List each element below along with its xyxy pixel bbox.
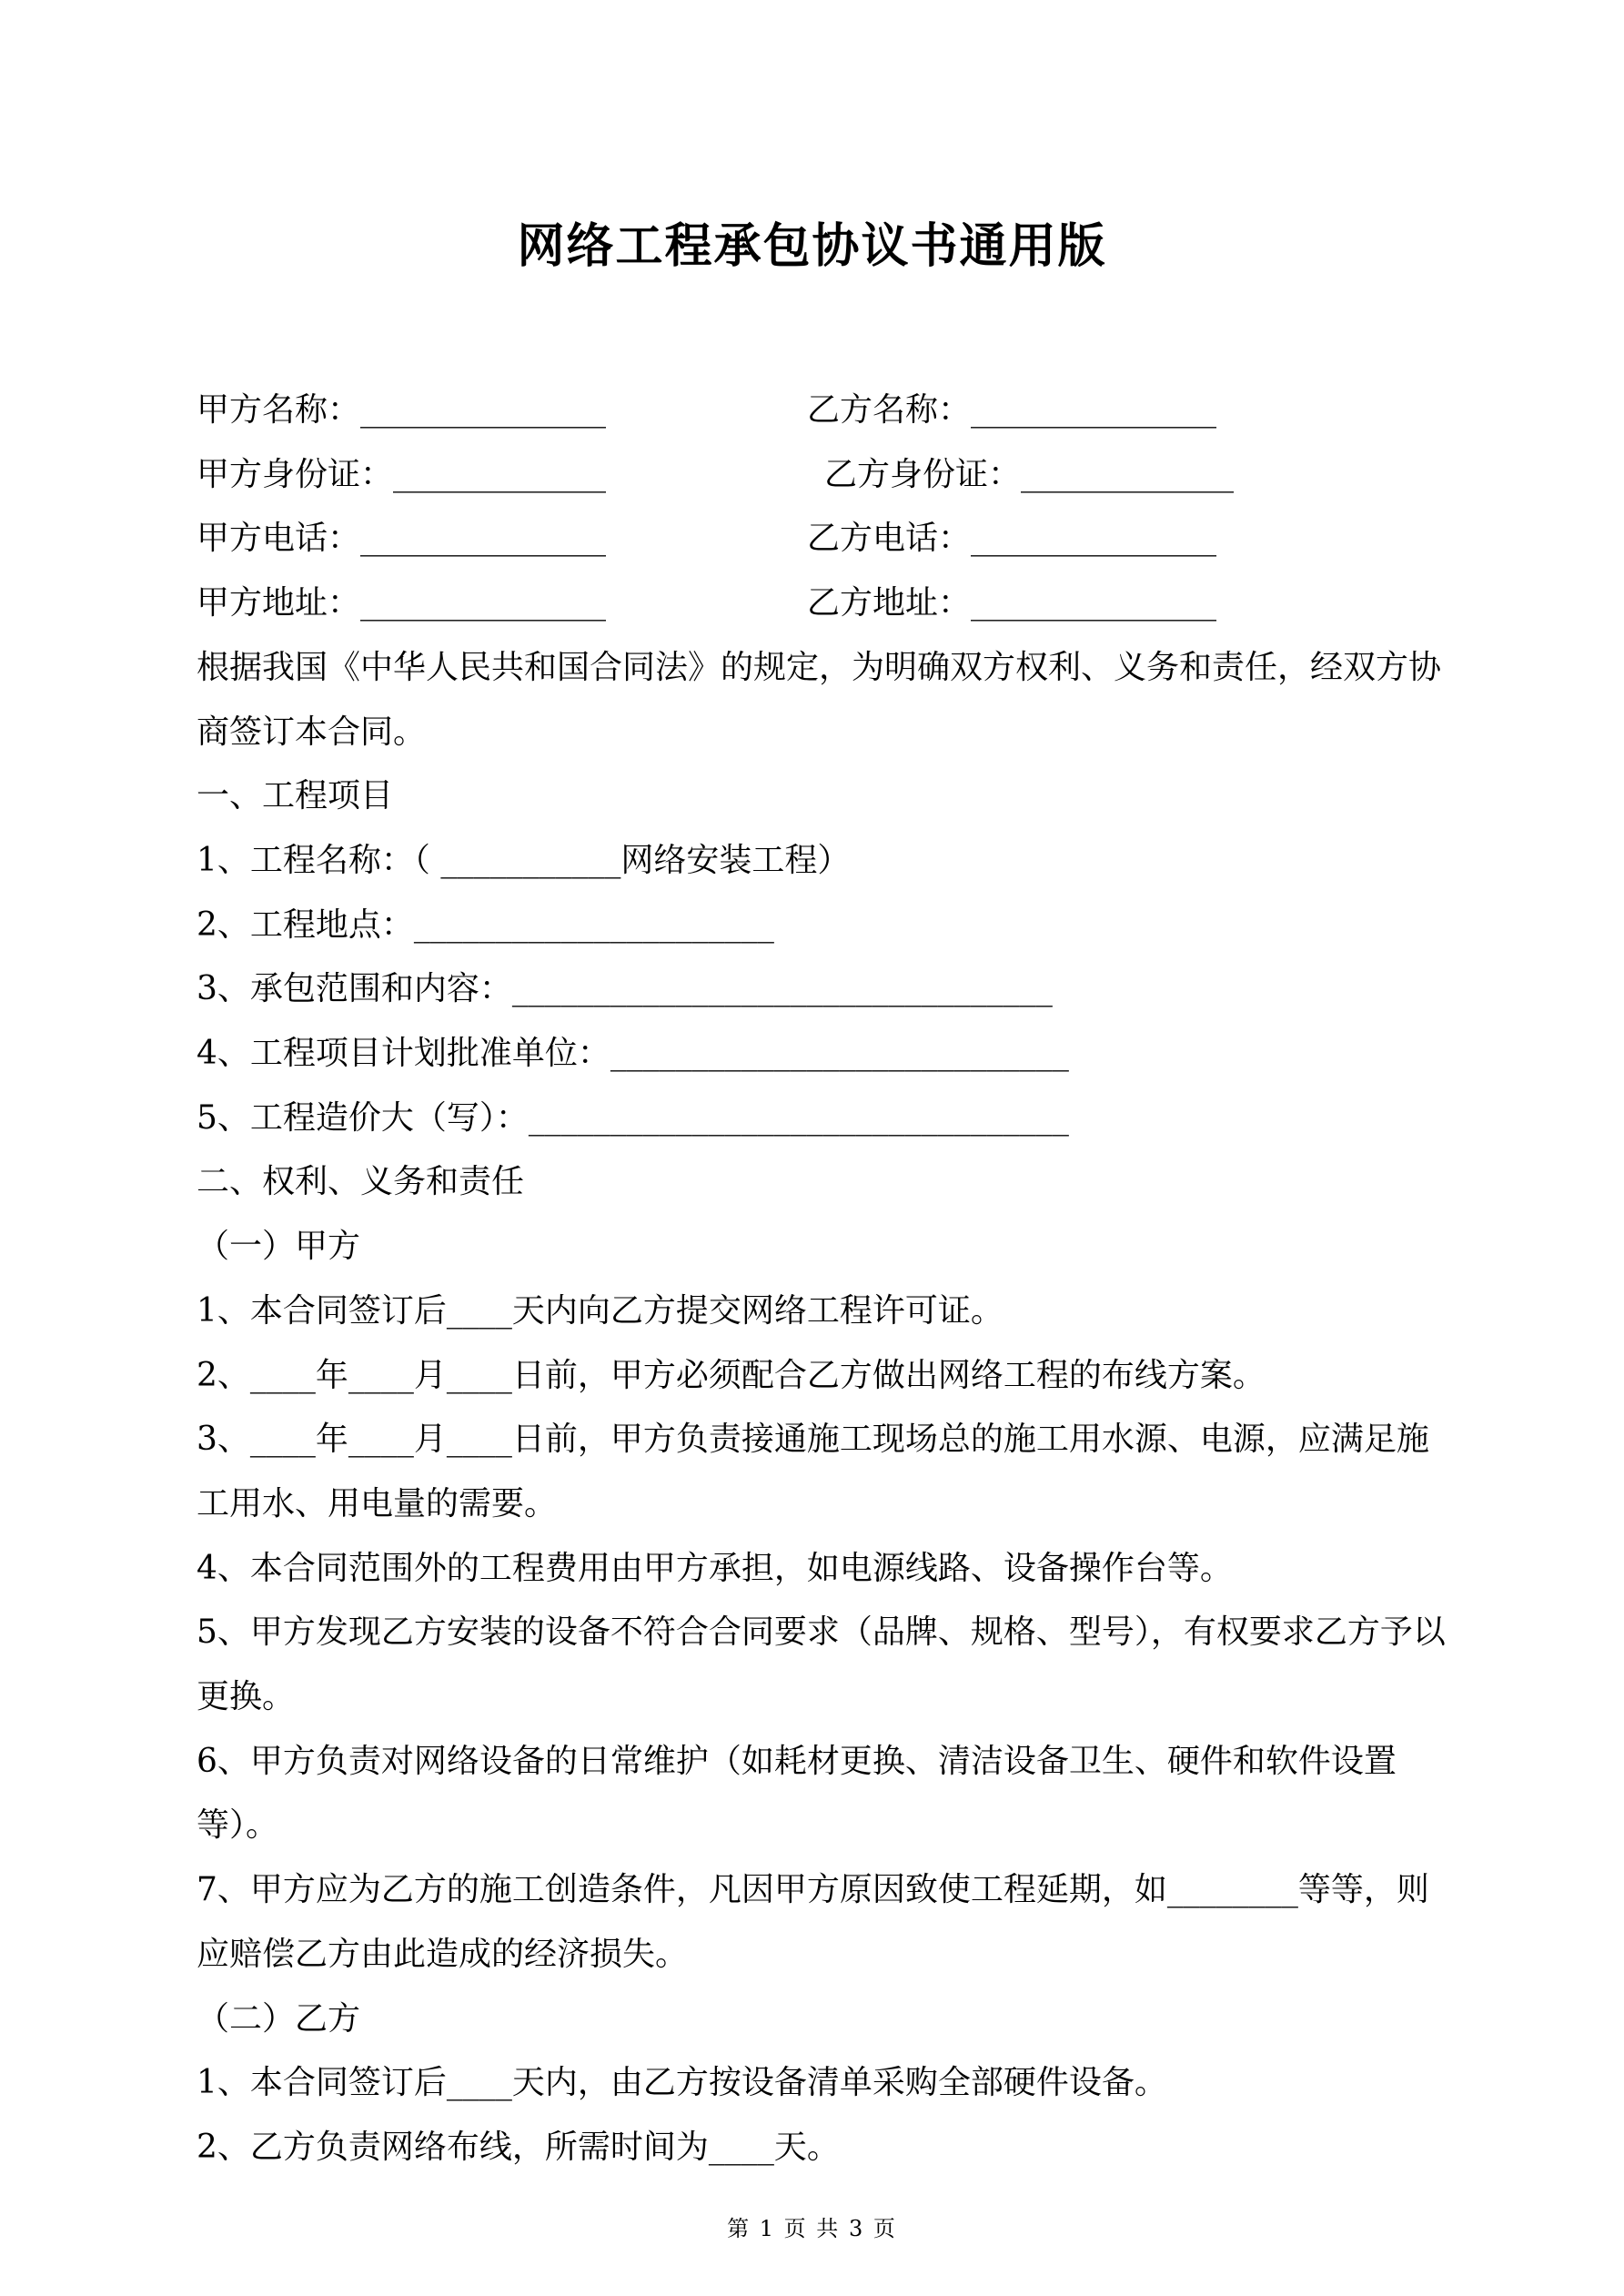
party-row-id — [197, 443, 1470, 508]
text-line: 二、权利、义务和责任 — [197, 1163, 525, 1201]
text-line: 5、工程造价大（写）：_________________________________ — [197, 1098, 1069, 1137]
text-line: 4、工程项目计划批准单位：____________________________ — [197, 1035, 1069, 1073]
text-line: （一）甲方 — [197, 1228, 361, 1266]
text-line: 1、工程名称：（ ___________网络安装工程） — [197, 841, 851, 879]
text-line: 一、工程项目 — [197, 777, 394, 815]
document-title: 网络工程承包协议书通用版 — [517, 218, 1107, 274]
party-a-id-field: 甲方身份证：_____________ — [197, 455, 607, 493]
text-line: 工用水、用电量的需要。 — [197, 1484, 558, 1522]
text-line: 5、甲方发现乙方安装的设备不符合合同要求（品牌、规格、型号），有权要求乙方予以 — [197, 1613, 1446, 1652]
party-b-id-field: 乙方身份证：_____________ — [824, 455, 1235, 493]
text-line: 3、____年____月____日前，甲方负责接通施工现场总的施工用水源、电源，应满足施 — [197, 1421, 1429, 1459]
text-line: 1、本合同签订后____天内向乙方提交网络工程许可证。 — [197, 1291, 1004, 1330]
text-line: 3、承包范围和内容：_________________________________ — [197, 970, 1053, 1008]
party-row-phone — [197, 507, 1470, 571]
text-line: 商签订本合同。 — [197, 713, 427, 751]
text-line: 2、工程地点：______________________ — [197, 905, 774, 944]
text-line: 4、本合同范围外的工程费用由甲方承担，如电源线路、设备操作台等。 — [197, 1549, 1233, 1587]
text-line: 6、甲方负责对网络设备的日常维护（如耗材更换、清洁设备卫生、硬件和软件设置等）。 — [197, 1742, 1397, 1845]
body-text — [197, 636, 1470, 2180]
party-row-name — [197, 379, 1470, 443]
party-b-address-field: 乙方地址：_______________ — [807, 584, 1217, 622]
page-footer: 第 1 页 共 3 页 — [727, 2215, 897, 2241]
text-line: 根据我国《中华人民共和国合同法》的规定，为明确双方权利、义务和责任，经双方协 — [197, 648, 1442, 686]
text-line: （二）乙方 — [197, 1999, 361, 2038]
party-a-name-field: 甲方名称：_______________ — [197, 391, 607, 429]
party-row-address — [197, 571, 1470, 636]
text-line: 2、乙方负责网络布线，所需时间为____天。 — [197, 2128, 840, 2166]
party-a-phone-field: 甲方电话：_______________ — [197, 520, 607, 558]
party-b-phone-field: 乙方电话：_______________ — [807, 520, 1217, 558]
text-line: 应赔偿乙方由此造成的经济损失。 — [197, 1935, 689, 1973]
party-b-name-field: 乙方名称：_______________ — [807, 391, 1217, 429]
text-line: 2、____年____月____日前，甲方必须配合乙方做出网络工程的布线方案。 — [197, 1356, 1266, 1394]
text-line: 更换。 — [197, 1678, 296, 1716]
text-line: 1、本合同签订后____天内，由乙方按设备清单采购全部硬件设备。 — [197, 2064, 1167, 2102]
text-line: 7、甲方应为乙方的施工创造条件，凡因甲方原因致使工程延期，如________等等，则 — [197, 1871, 1429, 1909]
document-body — [197, 379, 1470, 2243]
party-a-address-field: 甲方地址：_______________ — [197, 584, 607, 622]
